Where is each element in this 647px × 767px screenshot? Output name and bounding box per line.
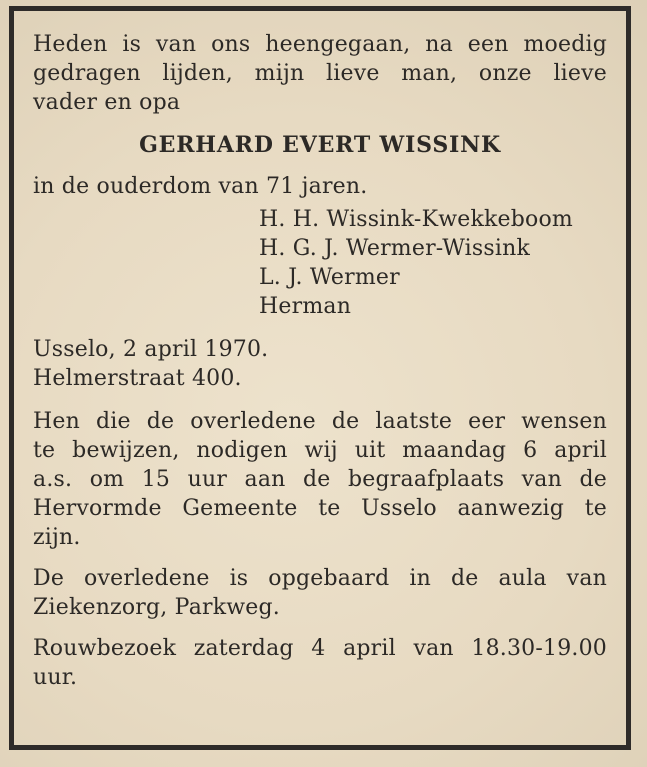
intro-line: gedragen lijden, mijn lieve man, onze lieve bbox=[33, 61, 607, 86]
funeral-line: te bewijzen, nodigen wij uit maandag 6 april bbox=[33, 438, 607, 463]
place-date: Usselo, 2 april 1970. bbox=[33, 337, 269, 362]
age-line: in de ouderdom van 71 jaren. bbox=[33, 174, 368, 199]
intro-line: Heden is van ons heengegaan, na een moedig bbox=[33, 32, 607, 57]
funeral-line: zijn. bbox=[33, 525, 81, 550]
family-list bbox=[259, 205, 607, 321]
visit-line: uur. bbox=[33, 665, 78, 690]
deceased-name: GERHARD EVERT WISSINK bbox=[139, 132, 501, 158]
family-member: Herman bbox=[259, 294, 352, 319]
funeral-line: a.s. om 15 uur aan de begraafplaats van de bbox=[33, 467, 607, 492]
address: Helmerstraat 400. bbox=[33, 366, 242, 391]
intro-paragraph bbox=[33, 30, 607, 117]
funeral-paragraph bbox=[33, 407, 607, 552]
family-member: H. G. J. Wermer-Wissink bbox=[259, 236, 531, 261]
funeral-line: Hervormde Gemeente te Usselo aanwezig te bbox=[33, 496, 607, 521]
funeral-line: Hen die de overledene de laatste eer wensen bbox=[33, 409, 607, 434]
death-notice bbox=[33, 30, 607, 692]
family-member: H. H. Wissink-Kwekkeboom bbox=[259, 207, 573, 232]
visit-line: Rouwbezoek zaterdag 4 april van 18.30-19.00 bbox=[33, 636, 607, 661]
laid-out-line: Ziekenzorg, Parkweg. bbox=[33, 595, 280, 620]
intro-line: vader en opa bbox=[33, 90, 181, 115]
family-member: L. J. Wermer bbox=[259, 265, 400, 290]
laid-out-paragraph bbox=[33, 564, 607, 622]
visit-paragraph bbox=[33, 634, 607, 692]
laid-out-line: De overledene is opgebaard in de aula van bbox=[33, 566, 607, 591]
